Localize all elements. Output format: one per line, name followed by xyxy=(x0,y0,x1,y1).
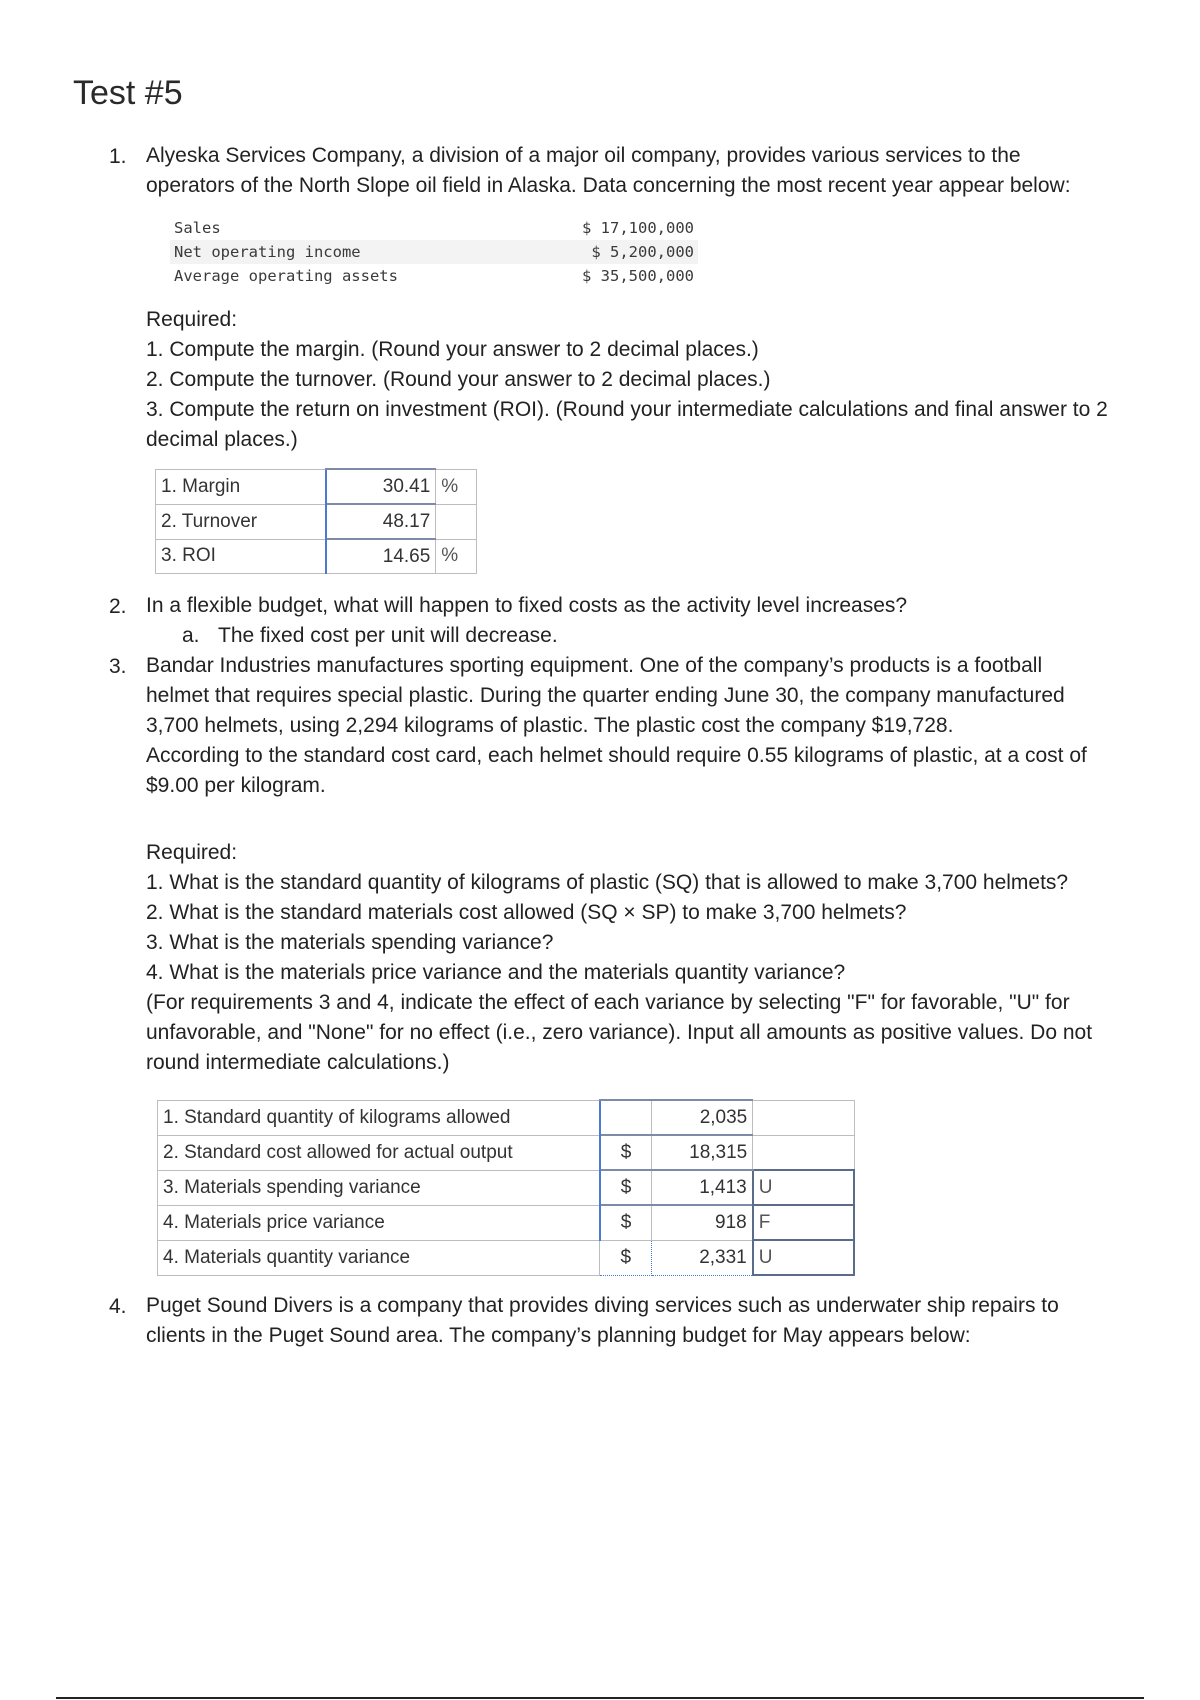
turnover-unit xyxy=(436,504,477,539)
effect-select[interactable] xyxy=(753,1100,854,1135)
requirement-note-1: (For requirements 3 and 4, indicate the effect of each variance by selecting "F" for favorable, "U" for xyxy=(146,991,1070,1014)
question-3-line-5: $9.00 per kilogram. xyxy=(146,774,326,797)
question-3-line-2: helmet that requires special plastic. During the quarter ending June 30, the company manufactured xyxy=(146,684,1065,707)
question-3-line-4: According to the standard cost card, each helmet should require 0.55 kilograms of plastic, at a cost of xyxy=(146,744,1087,767)
answer-row-standard-cost xyxy=(158,1135,855,1170)
requirement-1: 1. Compute the margin. (Round your answer to 2 decimal places.) xyxy=(146,338,759,361)
question-4-line-1: Puget Sound Divers is a company that provides diving services such as underwater ship repairs to xyxy=(146,1294,1059,1317)
question-1-number: 1. xyxy=(109,145,127,168)
required-heading: Required: xyxy=(146,308,238,331)
question-2-text: In a flexible budget, what will happen to fixed costs as the activity level increases? xyxy=(146,594,908,617)
quantity-variance-effect-select[interactable]: U xyxy=(753,1240,854,1275)
question-1-answer-table xyxy=(155,468,477,574)
answer-row-roi xyxy=(156,539,477,574)
currency-symbol: $ xyxy=(600,1205,652,1240)
question-3-number: 3. xyxy=(109,655,127,678)
question-1-required xyxy=(146,305,1108,455)
data-row-average-operating-assets xyxy=(170,264,698,288)
question-1-text xyxy=(146,141,1071,201)
required-heading: Required: xyxy=(146,841,238,864)
currency-symbol xyxy=(600,1100,652,1135)
question-4-number: 4. xyxy=(109,1295,127,1318)
requirement-note-3: round intermediate calculations.) xyxy=(146,1051,450,1074)
answer-label: 4. Materials quantity variance xyxy=(158,1240,600,1275)
question-2-answer: The fixed cost per unit will decrease. xyxy=(218,624,558,647)
question-3-line-3: 3,700 helmets, using 2,294 kilograms of plastic. The plastic cost the company $19,728. xyxy=(146,714,954,737)
requirement-3-continued: decimal places.) xyxy=(146,428,298,451)
currency-symbol: $ xyxy=(600,1170,652,1205)
data-label: Average operating assets xyxy=(174,267,398,285)
page-bottom-rule xyxy=(56,1697,1144,1699)
roi-input[interactable]: 14.65 xyxy=(326,539,436,574)
percent-unit: % xyxy=(436,539,477,574)
currency-symbol: $ xyxy=(600,1135,652,1170)
requirement-3: 3. Compute the return on investment (ROI). (Round your intermediate calculations and final answer to 2 xyxy=(146,398,1108,421)
price-variance-effect-select[interactable]: F xyxy=(753,1205,854,1240)
answer-row-margin xyxy=(156,469,477,504)
question-4-text xyxy=(146,1291,1059,1351)
quantity-variance-input[interactable]: 2,331 xyxy=(652,1240,753,1275)
answer-label: 1. Margin xyxy=(156,469,326,504)
margin-input[interactable]: 30.41 xyxy=(326,469,436,504)
answer-row-price-variance xyxy=(158,1205,855,1240)
turnover-input[interactable]: 48.17 xyxy=(326,504,436,539)
data-label: Sales xyxy=(174,219,221,237)
currency-symbol: $ xyxy=(600,1240,652,1275)
question-3-line-1: Bandar Industries manufactures sporting equipment. One of the company’s products is a football xyxy=(146,654,1043,677)
data-value: $ 35,500,000 xyxy=(582,267,694,285)
answer-row-quantity-variance xyxy=(158,1240,855,1275)
question-1-line-2: operators of the North Slope oil field in Alaska. Data concerning the most recent year appear below: xyxy=(146,174,1071,197)
price-variance-input[interactable]: 918 xyxy=(652,1205,753,1240)
answer-label: 2. Turnover xyxy=(156,504,326,539)
question-3-answer-table xyxy=(157,1099,855,1276)
question-2-answer-letter: a. xyxy=(182,624,200,647)
data-value: $ 5,200,000 xyxy=(591,243,694,261)
spending-variance-input[interactable]: 1,413 xyxy=(652,1170,753,1205)
requirement-1: 1. What is the standard quantity of kilograms of plastic (SQ) that is allowed to make 3,700 helmets? xyxy=(146,871,1069,894)
alyeska-data-block xyxy=(170,216,698,288)
answer-row-spending-variance xyxy=(158,1170,855,1205)
answer-label: 3. Materials spending variance xyxy=(158,1170,600,1205)
requirement-2: 2. Compute the turnover. (Round your answer to 2 decimal places.) xyxy=(146,368,771,391)
answer-label: 1. Standard quantity of kilograms allowed xyxy=(158,1100,600,1135)
data-label: Net operating income xyxy=(174,243,361,261)
document-title: Test #5 xyxy=(73,74,183,112)
requirement-2: 2. What is the standard materials cost allowed (SQ × SP) to make 3,700 helmets? xyxy=(146,901,907,924)
answer-label: 2. Standard cost allowed for actual output xyxy=(158,1135,600,1170)
standard-quantity-input[interactable]: 2,035 xyxy=(652,1100,753,1135)
spending-variance-effect-select[interactable]: U xyxy=(753,1170,854,1205)
answer-row-standard-quantity xyxy=(158,1100,855,1135)
data-row-net-operating-income xyxy=(170,240,698,264)
data-row-sales xyxy=(170,216,698,240)
question-3-required xyxy=(146,838,1092,1078)
requirement-note-2: unfavorable, and "None" for no effect (i.e., zero variance). Input all amounts as positive values. Do not xyxy=(146,1021,1093,1044)
question-3-text xyxy=(146,651,1087,801)
effect-select[interactable] xyxy=(753,1135,854,1170)
percent-unit: % xyxy=(436,469,477,504)
data-value: $ 17,100,000 xyxy=(582,219,694,237)
answer-label: 4. Materials price variance xyxy=(158,1205,600,1240)
standard-cost-input[interactable]: 18,315 xyxy=(652,1135,753,1170)
answer-label: 3. ROI xyxy=(156,539,326,574)
question-2-number: 2. xyxy=(109,595,127,618)
question-1-line-1: Alyeska Services Company, a division of a major oil company, provides various services to the xyxy=(146,144,1021,167)
requirement-3: 3. What is the materials spending variance? xyxy=(146,931,554,954)
answer-row-turnover xyxy=(156,504,477,539)
question-4-line-2: clients in the Puget Sound area. The company’s planning budget for May appears below: xyxy=(146,1324,971,1347)
requirement-4: 4. What is the materials price variance and the materials quantity variance? xyxy=(146,961,846,984)
